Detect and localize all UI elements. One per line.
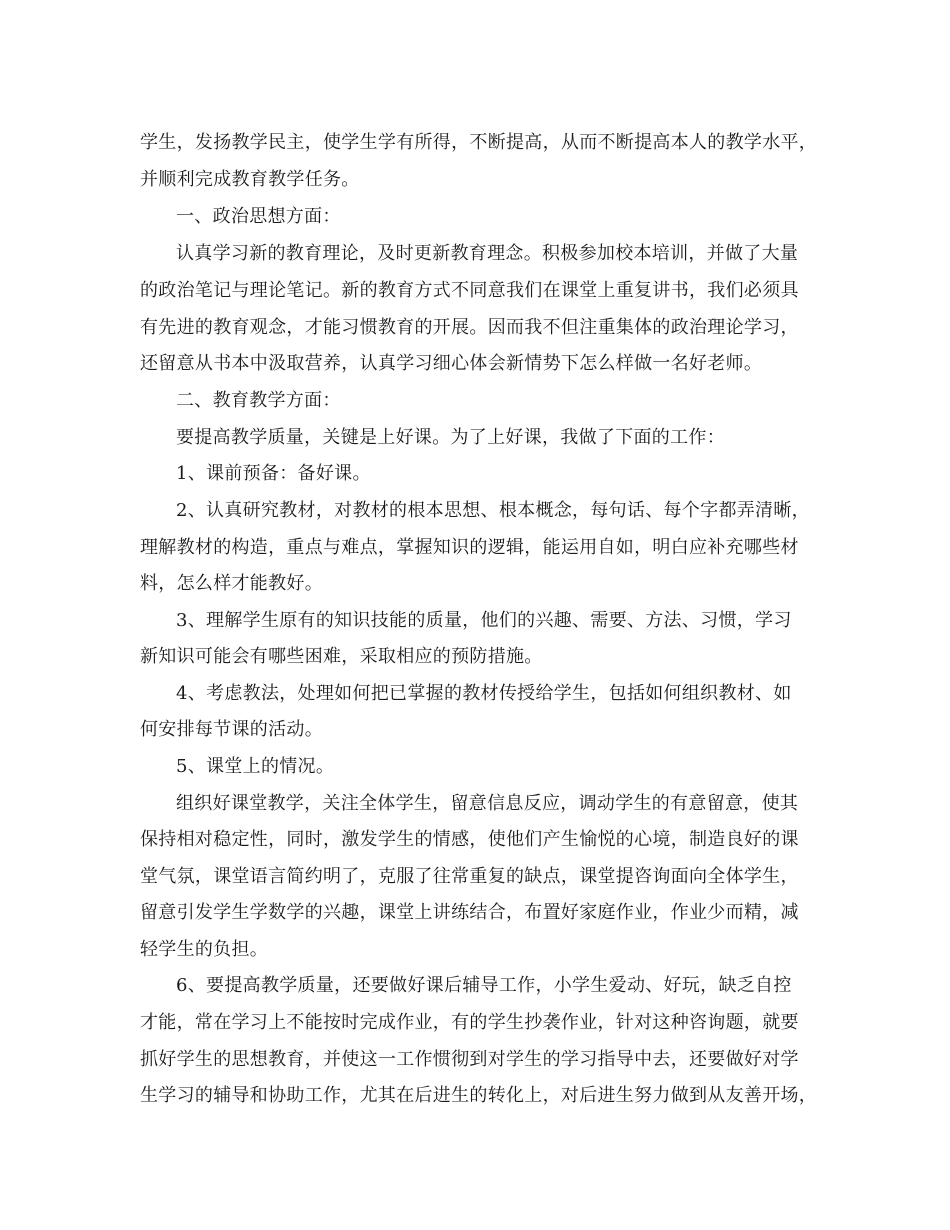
- section-heading: 二、教育教学方面：: [176, 390, 341, 411]
- text-line: 留意引发学生学数学的兴趣，课堂上讲练结合，布置好家庭作业，作业少而精，减: [140, 902, 799, 923]
- text-line: 并顺利完成教育教学任务。: [140, 169, 360, 190]
- text-line: 认真学习新的教育理论，及时更新教育理念。积极参加校本培训，并做了大量: [176, 243, 799, 264]
- text-line: 何安排每节课的活动。: [140, 719, 323, 740]
- list-item: 1、课前预备：备好课。: [176, 463, 371, 484]
- text-line: 还留意从书本中汲取营养，认真学习细心体会新情势下怎么样做一名好老师。: [140, 353, 763, 374]
- text-line: 有先进的教育观念，才能习惯教育的开展。因而我不但注重集体的政治理论学习，: [140, 317, 799, 338]
- section-heading: 一、政治思想方面：: [176, 206, 341, 227]
- list-item: 6、要提高教学质量，还要做好课后辅导工作，小学生爱动、好玩，缺乏自控: [176, 975, 792, 996]
- text-line: 要提高教学质量，关键是上好课。为了上好课，我做了下面的工作：: [176, 427, 725, 448]
- text-line: 新知识可能会有哪些困难，采取相应的预防措施。: [140, 646, 543, 667]
- text-line: 学生，发扬教学民主，使学生学有所得，不断提高，从而不断提高本人的教学水平，: [140, 132, 818, 153]
- text-line: 理解教材的构造，重点与难点，掌握知识的逻辑，能运用自如，明白应补充哪些材: [140, 537, 799, 558]
- text-line: 的政治笔记与理论笔记。新的教育方式不同意我们在课堂上重复讲书，我们必须具: [140, 280, 799, 301]
- text-line: 生学习的辅导和协助工作，尤其在后进生的转化上，对后进生努力做到从友善开场，: [140, 1085, 818, 1106]
- text-line: 堂气氛，课堂语言简约明了，克服了往常重复的缺点，课堂提咨询面向全体学生，: [140, 866, 799, 887]
- text-line: 才能，常在学习上不能按时完成作业，有的学生抄袭作业，针对这种咨询题，就要: [140, 1012, 799, 1033]
- list-item: 3、理解学生原有的知识技能的质量，他们的兴趣、需要、方法、习惯，学习: [176, 610, 792, 631]
- text-line: 组织好课堂教学，关注全体学生，留意信息反应，调动学生的有意留意，使其: [176, 793, 799, 814]
- list-item: 2、认真研究教材，对教材的根本思想、根本概念，每句话、每个字都弄清晰，: [176, 500, 810, 521]
- list-item: 5、课堂上的情况。: [176, 756, 335, 777]
- text-line: 轻学生的负担。: [140, 939, 269, 960]
- text-line: 抓好学生的思想教育，并使这一工作惯彻到对学生的学习指导中去，还要做好对学: [140, 1049, 799, 1070]
- text-line: 料，怎么样才能教好。: [140, 573, 323, 594]
- list-item: 4、考虑教法，处理如何把已掌握的教材传授给学生，包括如何组织教材、如: [176, 683, 792, 704]
- text-line: 保持相对稳定性，同时，激发学生的情感，使他们产生愉悦的心境，制造良好的课: [140, 829, 799, 850]
